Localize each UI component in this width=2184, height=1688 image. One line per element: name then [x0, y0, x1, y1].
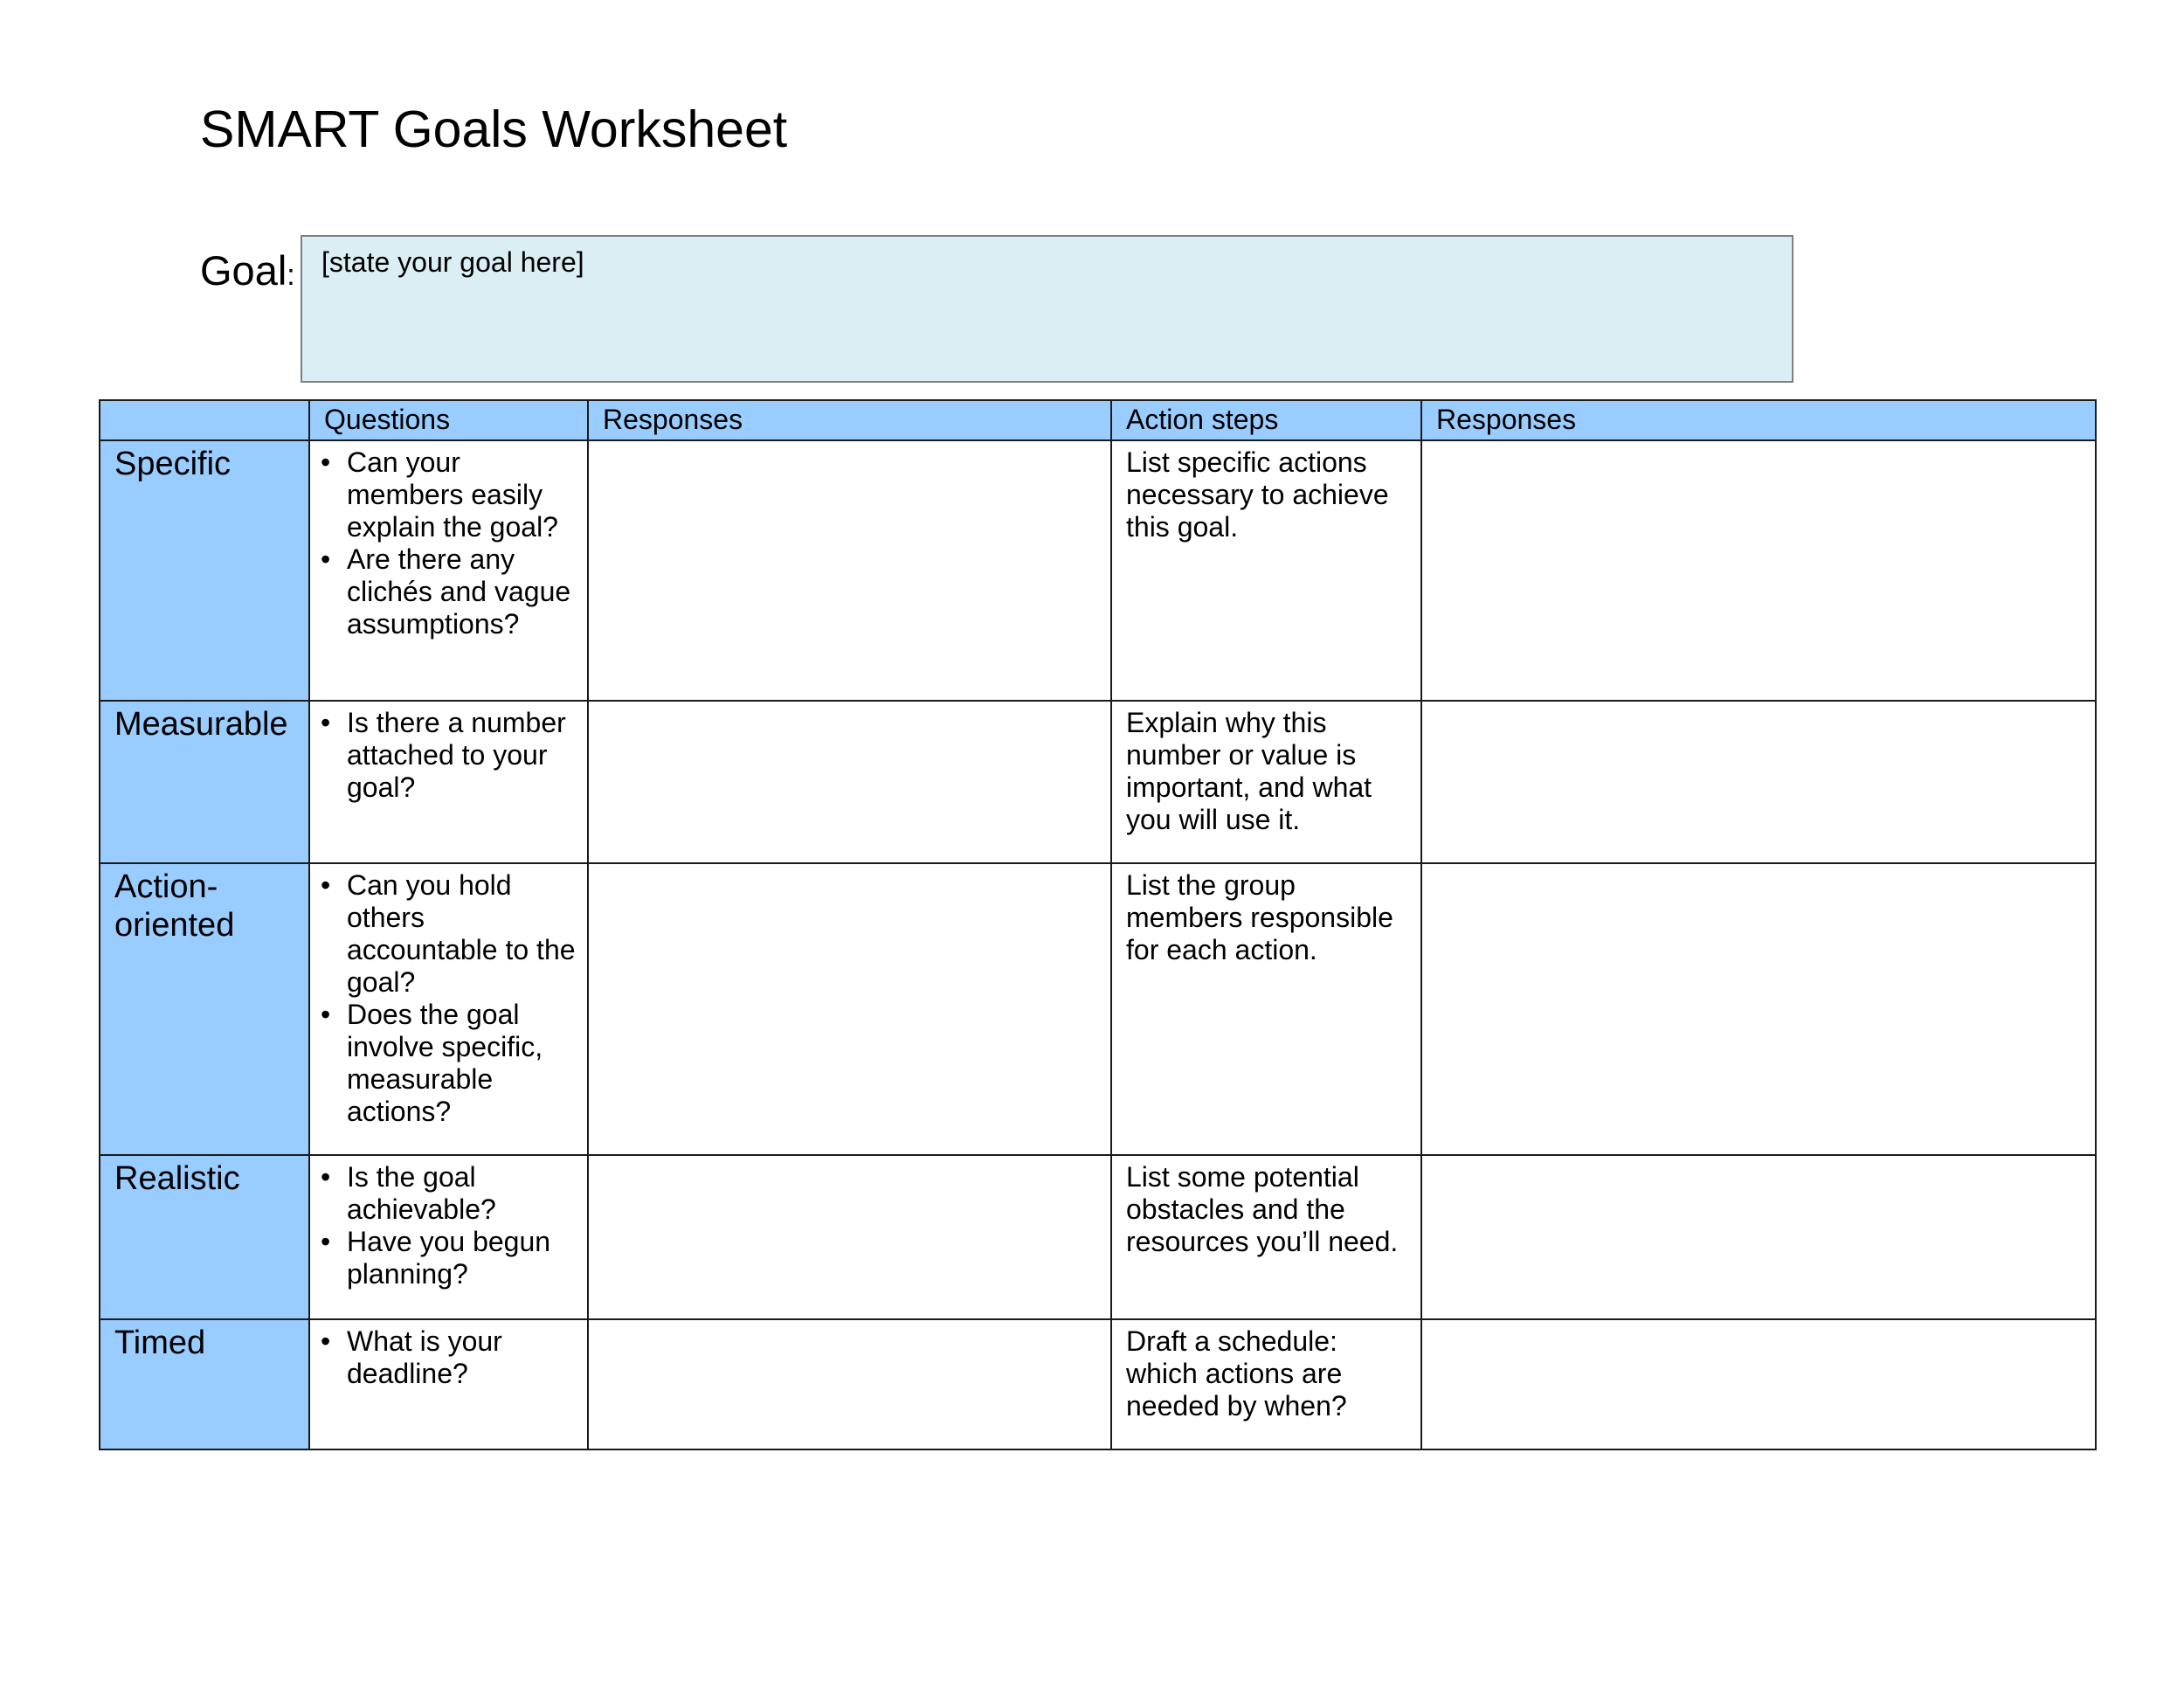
action-response-cell[interactable]	[1421, 863, 2096, 1155]
header-action-responses: Responses	[1421, 400, 2096, 440]
table-row-measurable	[100, 701, 2096, 863]
questions-cell	[309, 440, 588, 701]
category-specific: Specific	[100, 440, 309, 701]
table-row-action-oriented	[100, 863, 2096, 1155]
header-questions: Questions	[309, 400, 588, 440]
table-row-realistic	[100, 1155, 2096, 1319]
category-action-oriented: Action-oriented	[100, 863, 309, 1155]
action-step-cell: List specific actions necessary to achieve this goal.	[1111, 440, 1421, 701]
question-item: • Is there a number attached to your goal?	[315, 707, 578, 804]
question-item: • Are there any clichés and vague assumptions?	[315, 543, 578, 640]
action-response-cell[interactable]	[1421, 440, 2096, 701]
category-realistic: Realistic	[100, 1155, 309, 1319]
question-item: • Have you begun planning?	[315, 1226, 578, 1290]
question-item: • Does the goal involve specific, measurable actions?	[315, 999, 578, 1128]
response-cell[interactable]	[588, 701, 1111, 863]
table-header-row	[100, 400, 2096, 440]
question-list	[315, 869, 578, 1128]
header-blank-cell	[100, 400, 309, 440]
question-item: • Is the goal achievable?	[315, 1161, 578, 1226]
table-row-specific	[100, 440, 2096, 701]
question-item: • What is your deadline?	[315, 1325, 578, 1390]
category-timed: Timed	[100, 1319, 309, 1449]
questions-cell	[309, 1155, 588, 1319]
smart-goals-table	[99, 399, 2097, 1450]
goal-placeholder: [state your goal here]	[321, 246, 584, 278]
goal-input-box[interactable]	[301, 235, 1794, 383]
goal-label-text: Goal	[200, 247, 287, 294]
action-response-cell[interactable]	[1421, 1155, 2096, 1319]
question-list	[315, 1161, 578, 1290]
goal-label	[200, 245, 295, 301]
response-cell[interactable]	[588, 1319, 1111, 1449]
question-item: • Can your members easily explain the goal?	[315, 446, 578, 543]
question-list	[315, 707, 578, 804]
response-cell[interactable]	[588, 1155, 1111, 1319]
questions-cell	[309, 701, 588, 863]
page-title: SMART Goals Worksheet	[200, 100, 788, 158]
action-step-cell: Draft a schedule: which actions are needed by when?	[1111, 1319, 1421, 1449]
category-measurable: Measurable	[100, 701, 309, 863]
goal-label-colon: :	[287, 259, 295, 292]
question-list	[315, 446, 578, 640]
questions-cell	[309, 1319, 588, 1449]
action-step-cell: List the group members responsible for each action.	[1111, 863, 1421, 1155]
header-action-steps: Action steps	[1111, 400, 1421, 440]
action-step-cell: Explain why this number or value is important, and what you will use it.	[1111, 701, 1421, 863]
questions-cell	[309, 863, 588, 1155]
response-cell[interactable]	[588, 440, 1111, 701]
header-responses: Responses	[588, 400, 1111, 440]
action-response-cell[interactable]	[1421, 701, 2096, 863]
question-list	[315, 1325, 578, 1390]
action-step-cell: List some potential obstacles and the resources you’ll need.	[1111, 1155, 1421, 1319]
table-row-timed	[100, 1319, 2096, 1449]
question-item: • Can you hold others accountable to the goal?	[315, 869, 578, 999]
response-cell[interactable]	[588, 863, 1111, 1155]
action-response-cell[interactable]	[1421, 1319, 2096, 1449]
